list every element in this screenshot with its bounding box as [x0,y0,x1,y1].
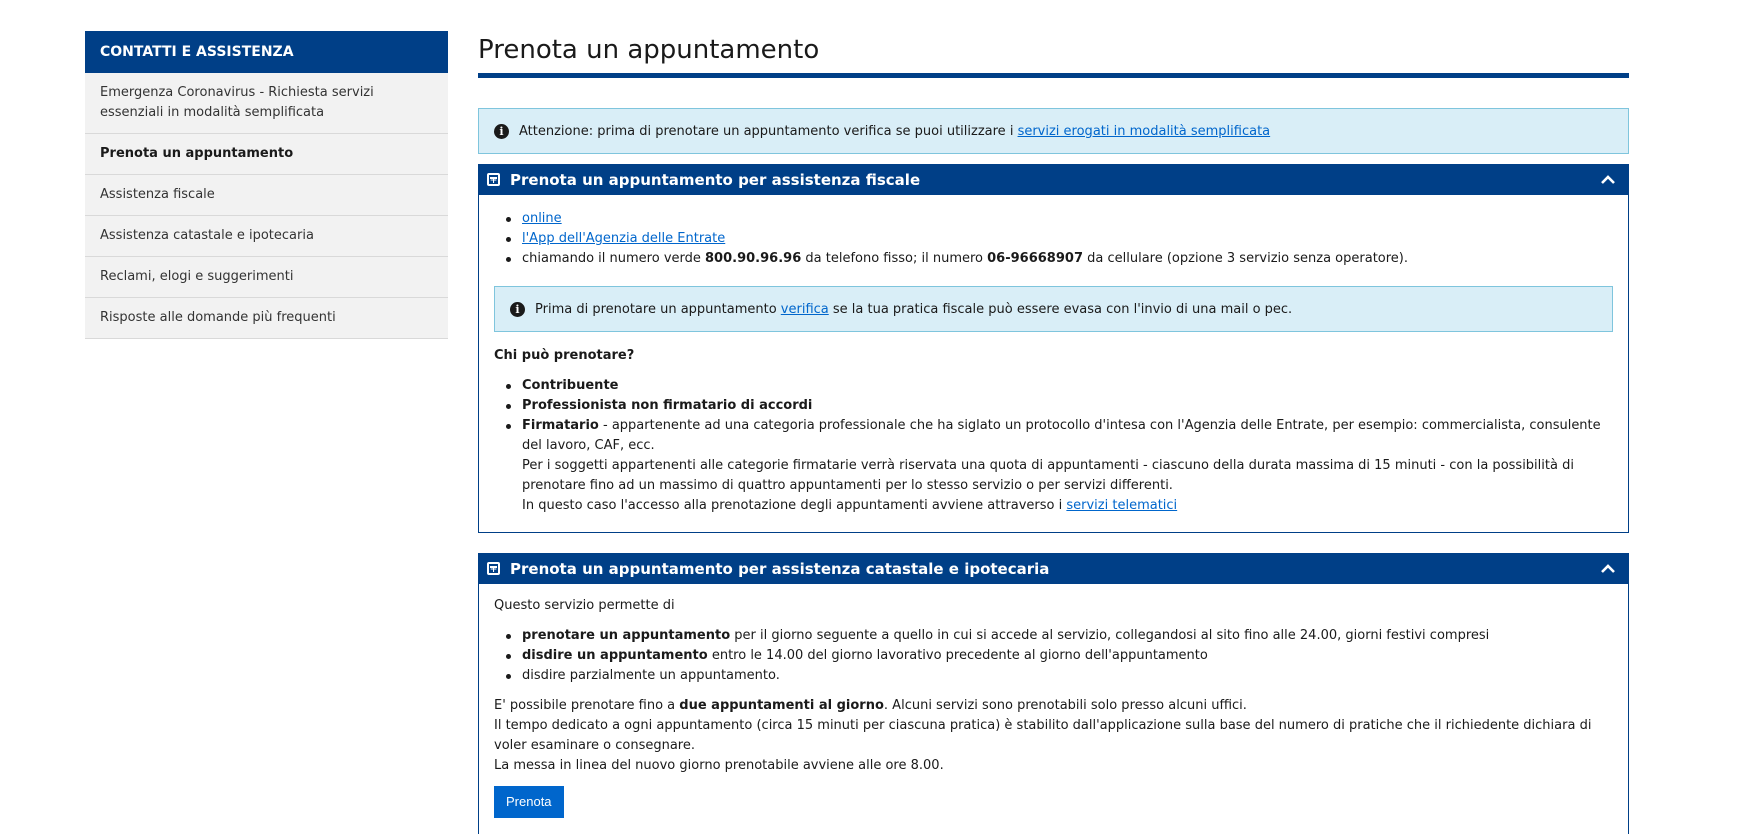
panel-fiscale-body [479,195,1628,532]
list-item: disdire un appuntamento entro le 14.00 del giorno lavorativo precedente al giorno dell'appuntamento [494,646,1613,666]
panel-fiscale-header[interactable] [479,164,1628,195]
info-icon: i [510,302,525,317]
title-divider [478,73,1629,78]
sidebar-item-faq[interactable]: Risposte alle domande più frequenti [85,298,448,339]
panel-catastale-title: Prenota un appuntamento per assistenza catastale e ipotecaria [510,559,1050,578]
top-alert-text: Attenzione: prima di prenotare un appuntamento verifica se puoi utilizzare i servizi erogati in modalità semplificata [519,123,1271,139]
mobile-number: 06-96668907 [987,251,1083,266]
panel-assistenza-catastale [478,553,1629,834]
list-item: Contribuente [494,376,1613,396]
green-number: 800.90.96.96 [705,251,802,266]
panel-fiscale-title: Prenota un appuntamento per assistenza fiscale [510,170,921,189]
who-title: Chi può prenotare? [494,348,635,363]
panel-catastale-header[interactable] [479,553,1628,584]
top-alert [478,108,1629,154]
sidebar-item-assistenza-catastale[interactable]: Assistenza catastale e ipotecaria [85,216,448,257]
sidebar-item-reclami[interactable]: Reclami, elogi e suggerimenti [85,257,448,298]
panel-catastale-body [479,584,1628,834]
fiscale-alert [494,286,1613,332]
fiscale-alert-text: Prima di prenotare un appuntamento verifica se la tua pratica fiscale può essere evasa con l'invio di una mail o pec. [535,301,1293,317]
list-item [494,209,1613,229]
catastale-intro: Questo servizio permette di [494,598,675,613]
list-item [494,229,1613,249]
servizi-semplificati-link[interactable]: servizi erogati in modalità semplificata [1017,123,1271,139]
list-item: Firmatario - appartenente ad una categoria professionale che ha siglato un protocollo d'intesa con l'Agenzia delle Entrate, per esempio: commercialista, consulente del lavoro, CAF, ecc. Per i soggetti appartenenti alle categorie firmatarie verrà riservata una quota di appuntamenti - ciascuno della durata massima di 15 minuti - con la possibilità di prenotare fino ad un massimo di quattro appuntamenti per lo stesso servizio o per servizi differenti. In questo caso l'accesso alla prenotazione degli appuntamenti avviene attraverso i servizi telematici [494,416,1613,516]
catastale-list [494,626,1613,686]
calendar-plus-icon [487,562,500,575]
sidebar-header: CONTATTI E ASSISTENZA [85,31,448,73]
who-list [494,376,1613,516]
sidebar-item-assistenza-fiscale[interactable]: Assistenza fiscale [85,175,448,216]
sidebar-item-prenota-appuntamento[interactable]: Prenota un appuntamento [85,134,448,175]
chevron-up-icon[interactable] [1596,557,1620,581]
chevron-up-icon[interactable] [1596,168,1620,192]
online-link[interactable]: online [522,211,562,226]
panel-assistenza-fiscale [478,164,1629,533]
channels-list [494,209,1613,269]
verifica-link[interactable]: verifica [780,301,829,317]
list-item: disdire parzialmente un appuntamento. [494,666,1613,686]
list-item: chiamando il numero verde 800.90.96.96 da telefono fisso; il numero 06-96668907 da cellulare (opzione 3 servizio senza operatore). [494,249,1613,269]
prenota-button[interactable]: Prenota [494,786,564,818]
list-item: prenotare un appuntamento per il giorno seguente a quello in cui si accede al servizio, collegandosi al sito fino alle 24.00, giorni festivi compresi [494,626,1613,646]
page-title: Prenota un appuntamento [478,35,820,65]
servizi-telematici-link[interactable]: servizi telematici [1066,498,1178,513]
info-icon: i [494,124,509,139]
sidebar [85,31,448,339]
sidebar-item-emergenza-coronavirus[interactable]: Emergenza Coronavirus - Richiesta servizi essenziali in modalità semplificata [85,73,448,134]
list-item: Professionista non firmatario di accordi [494,396,1613,416]
app-link[interactable]: l'App dell'Agenzia delle Entrate [522,231,726,246]
main-content [478,31,1629,834]
catastale-paragraph: E' possibile prenotare fino a due appuntamenti al giorno. Alcuni servizi sono prenotabili solo presso alcuni uffici. Il tempo dedicato a ogni appuntamento (circa 15 minuti per ciascuna pratica) è stabilito dall'applicazione sulla base del numero di pratiche che il richiedente dichiara di voler esaminare o consegnare. La messa in linea del nuovo giorno prenotabile avviene alle ore 8.00. [494,698,1592,773]
calendar-plus-icon [487,173,500,186]
